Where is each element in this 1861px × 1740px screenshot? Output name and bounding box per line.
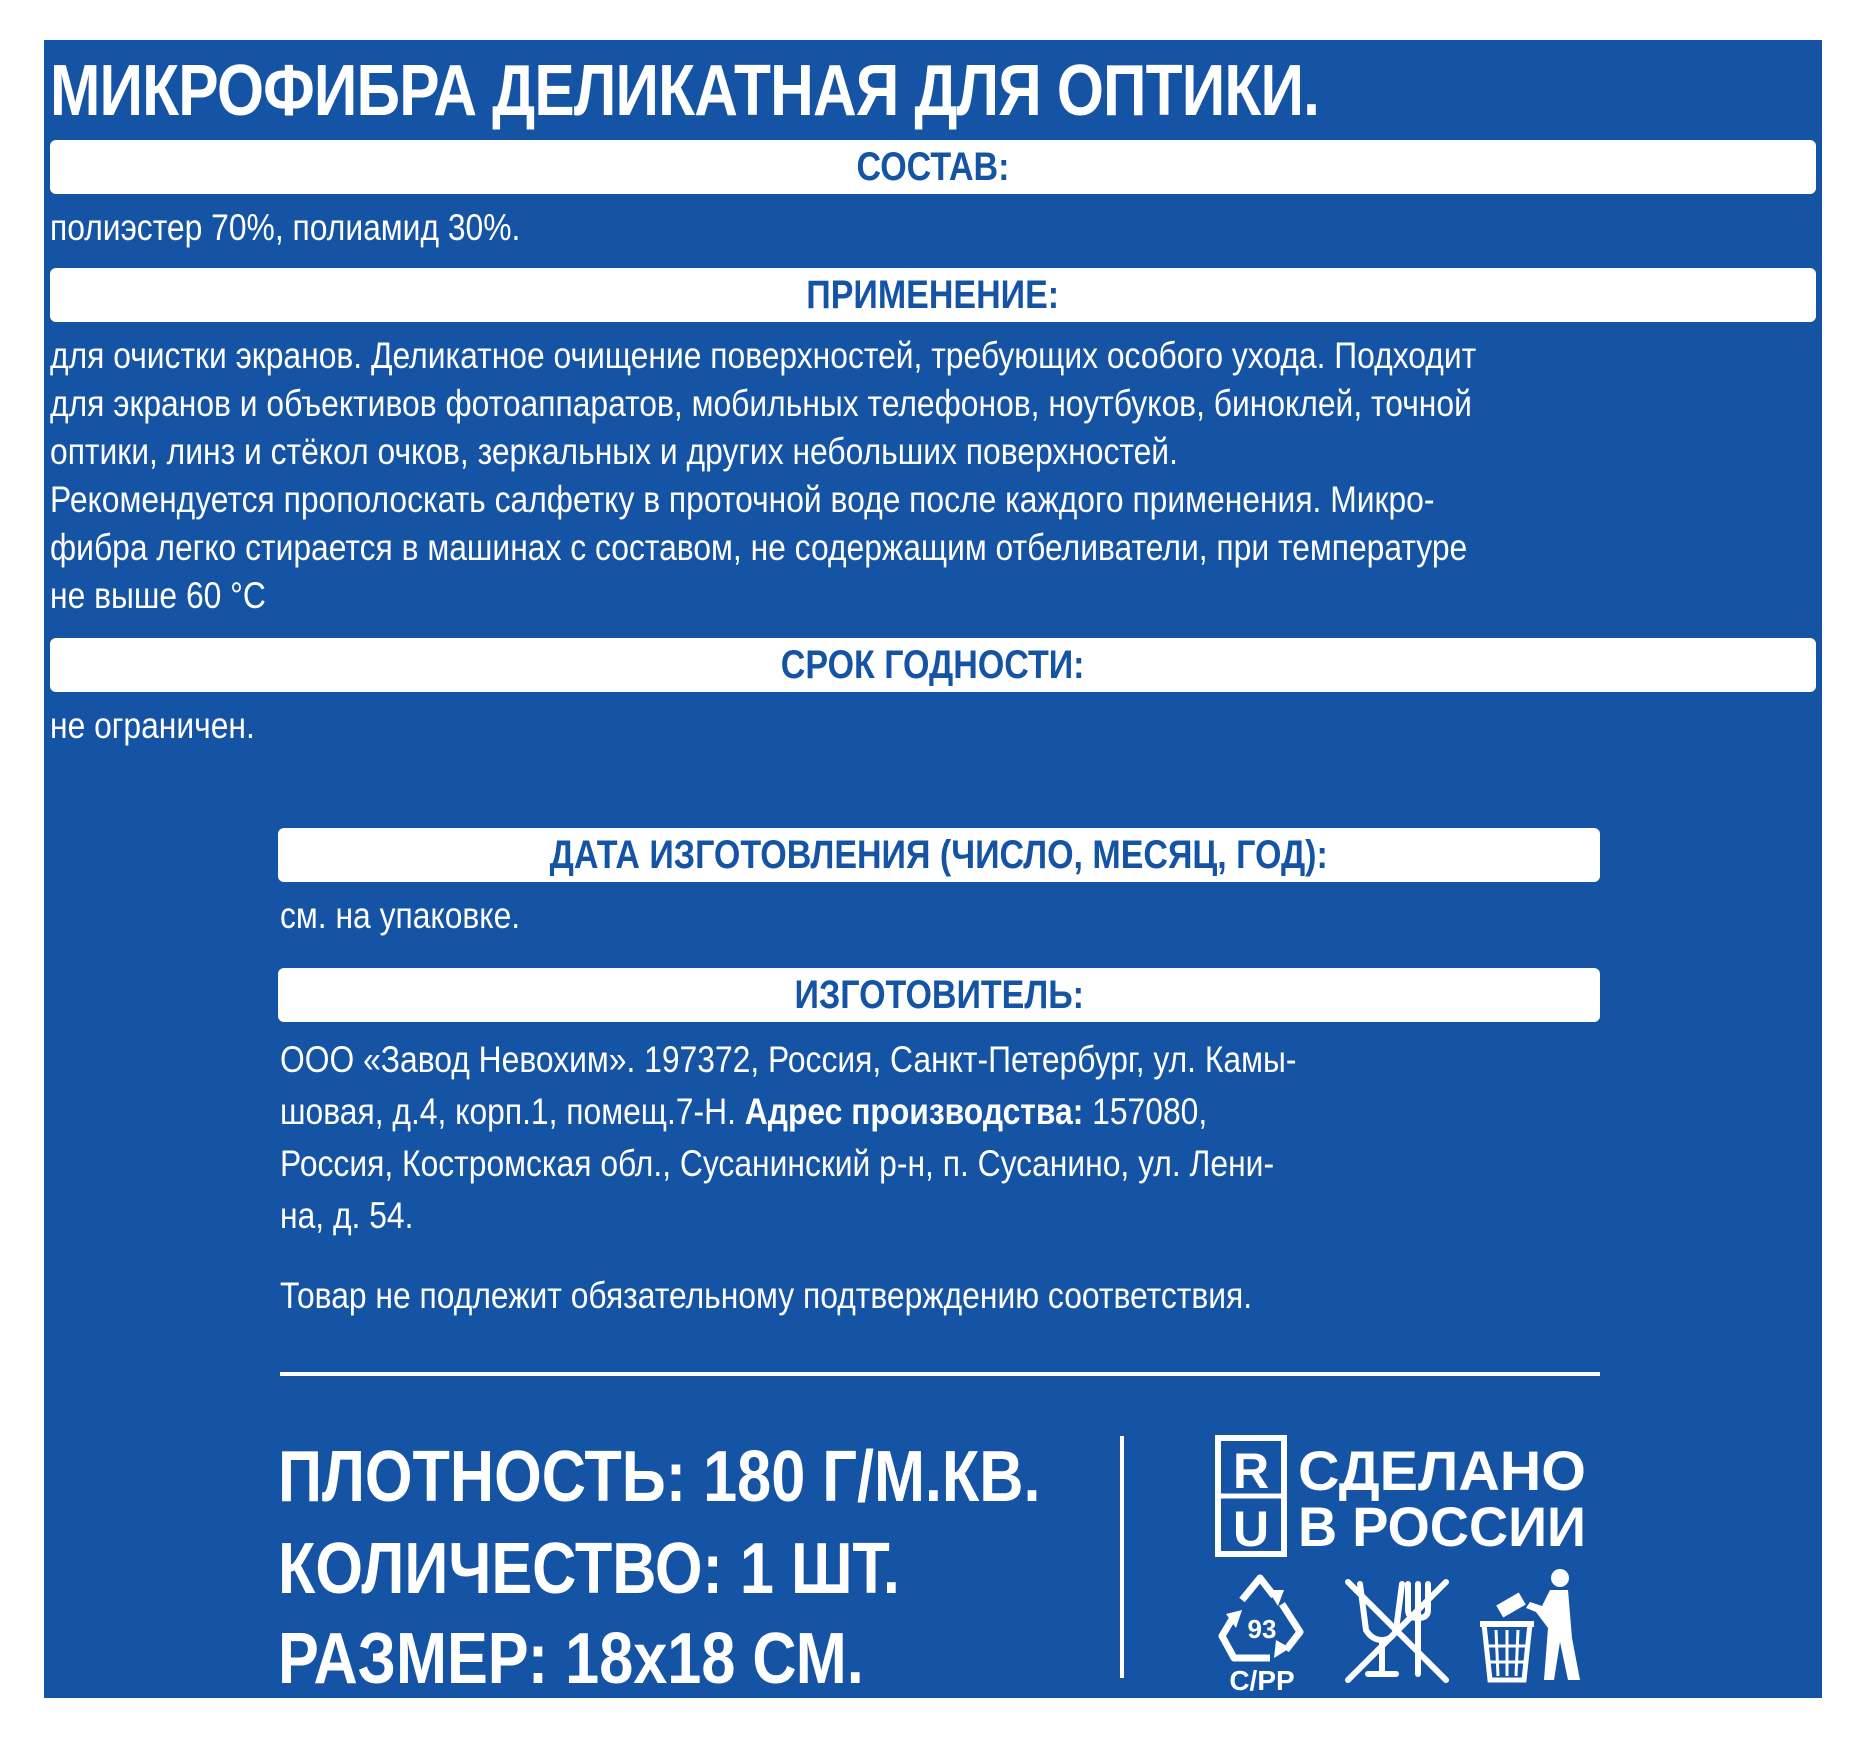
recycle-icon	[1212, 1570, 1312, 1694]
logo-letter-r: R	[1232, 1443, 1270, 1499]
recycle-number: 93	[1247, 1614, 1277, 1644]
shelf-life-heading: СРОК ГОДНОСТИ:	[781, 643, 1085, 687]
manufacture-date-heading-bar	[278, 828, 1600, 882]
logo-letter-u: U	[1232, 1501, 1270, 1557]
usage-heading: ПРИМЕНЕНИЕ:	[806, 273, 1060, 317]
manufacturer-line: Россия, Костромская обл., Сусанинский р-н, п. Сусанино, ул. Лени-	[280, 1143, 1275, 1184]
divider-line	[280, 1372, 1600, 1376]
usage-line: Рекомендуется прополоскать салфетку в проточной воде после каждого применения. Микро-	[50, 479, 1435, 520]
composition-heading: СОСТАВ:	[856, 145, 1010, 189]
usage-line: фибра легко стирается в машинах с составом, не содержащим отбеливатели, при температуре	[50, 527, 1468, 568]
made-in-russia-logo	[1214, 1434, 1594, 1558]
tidyman-disposal-icon	[1476, 1568, 1586, 1688]
manufacturer-heading-bar	[278, 968, 1600, 1022]
shelf-life-heading-bar	[50, 638, 1816, 692]
made-in-line2: В РОССИИ	[1298, 1495, 1586, 1558]
not-food-contact-icon	[1342, 1576, 1452, 1686]
composition-heading-bar	[50, 140, 1816, 194]
manufacture-date-heading: ДАТА ИЗГОТОВЛЕНИЯ (ЧИСЛО, МЕСЯЦ, ГОД):	[549, 833, 1329, 877]
shelf-life-text: не ограничен.	[50, 705, 255, 746]
manufacturer-heading: ИЗГОТОВИТЕЛЬ:	[794, 973, 1084, 1017]
certification-note: Товар не подлежит обязательному подтверждению соответствия.	[280, 1275, 1253, 1316]
usage-line: не выше 60 °С	[50, 575, 266, 616]
manufacturer-line: шовая, д.4, корп.1, помещ.7-Н. Адрес производства: 157080,	[280, 1091, 1208, 1132]
composition-text: полиэстер 70%, полиамид 30%.	[50, 207, 521, 248]
usage-line: оптики, линз и стёкол очков, зеркальных и других небольших поверхностей.	[50, 431, 1178, 472]
production-address-label: Адрес производства:	[744, 1091, 1084, 1132]
usage-heading-bar	[50, 268, 1816, 322]
density-spec: ПЛОТНОСТЬ: 180 Г/М.КВ.	[278, 1437, 1041, 1517]
product-title: МИКРОФИБРА ДЕЛИКАТНАЯ ДЛЯ ОПТИКИ.	[50, 51, 1320, 131]
manufacturer-line: на, д. 54.	[280, 1195, 414, 1236]
size-spec: РАЗМЕР: 18х18 СМ.	[278, 1619, 864, 1699]
quantity-spec: КОЛИЧЕСТВО: 1 ШТ.	[278, 1529, 900, 1609]
manufacturer-line: ООО «Завод Невохим». 197372, Россия, Санкт-Петербург, ул. Камы-	[280, 1039, 1297, 1080]
vertical-divider	[1120, 1436, 1124, 1678]
usage-line: для экранов и объективов фотоаппаратов, мобильных телефонов, ноутбуков, биноклей, точной	[50, 383, 1472, 424]
product-label-panel	[44, 40, 1822, 1698]
made-in-line1: СДЕЛАНО	[1298, 1439, 1586, 1502]
recycle-code: C/PP	[1229, 1665, 1295, 1694]
usage-line: для очистки экранов. Деликатное очищение поверхностей, требующих особого ухода. Подходит	[50, 335, 1477, 376]
manufacture-date-text: см. на упаковке.	[280, 895, 521, 936]
